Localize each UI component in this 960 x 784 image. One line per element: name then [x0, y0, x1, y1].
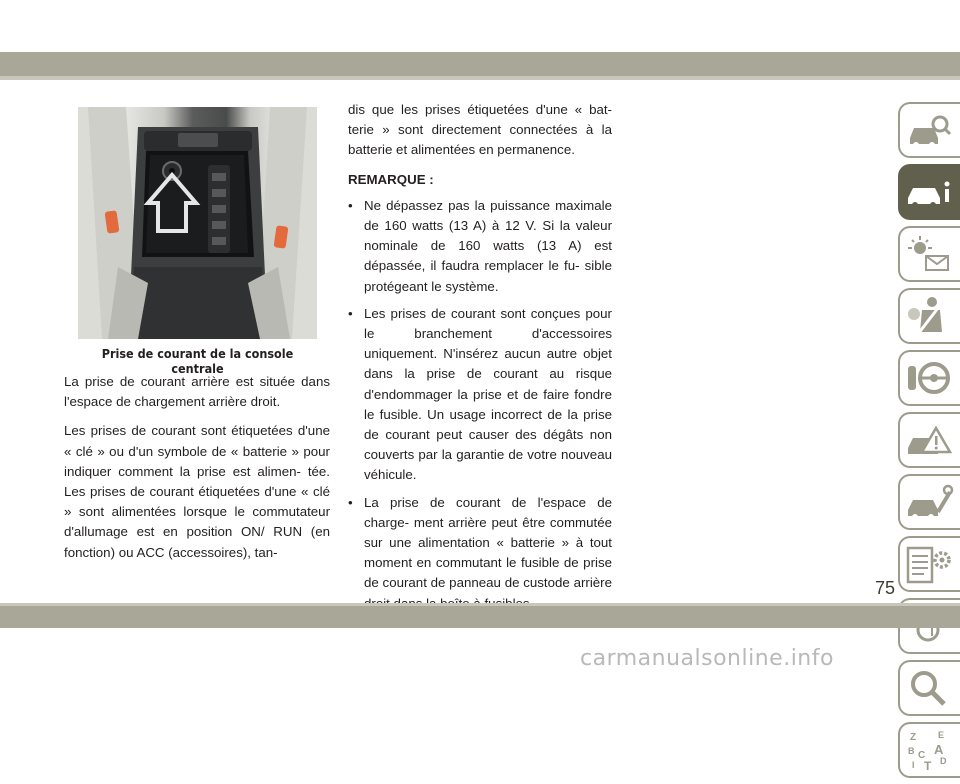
bullet-item: • La prise de courant de l'espace de charge- ment arrière peut être commutée sur une alimentation « batterie » à tout moment en commutant le fusible de prise de courant de panneau de custode arrière — [348, 493, 612, 614]
top-band — [0, 52, 960, 76]
bullet-item: • Ne dépassez pas la puissance maximale de 160 watts (13 A) à 12 V. Si la valeur nominale de 160 watts (13 A) est dépassée, il faudra remplacer le fu- sible protégeant le système. — [348, 196, 612, 297]
chapter-tabs — [898, 102, 960, 784]
tab-car-magnifier[interactable] — [898, 102, 960, 158]
bottom-band — [0, 606, 960, 628]
right-column — [348, 100, 612, 621]
note-bullets — [348, 196, 612, 614]
tab-steering-wheel[interactable] — [898, 350, 960, 406]
left-column — [64, 372, 330, 572]
console-photo — [78, 107, 317, 339]
index-letter: C — [918, 750, 926, 761]
index-letter: D — [940, 756, 947, 766]
specs-gear-icon — [904, 542, 954, 588]
warning-lights-icon — [904, 232, 954, 278]
watermark: carmanualsonline.info — [580, 646, 834, 671]
index-letter: I — [912, 760, 915, 770]
tab-seatbelt-airbag[interactable] — [898, 288, 960, 344]
paragraph-labels: Les prises de courant sont étiquetées d'une « clé » ou d'un symbole de « batterie » pour indiquer comment la prise est alimen- tée. Les prises de courant étiquetées d'une « clé » sont alimentées lorsque le commutateur d'allumage est en position ON/ RUN (en fonction) ou ACC (accessoires), tan- — [64, 423, 330, 560]
paragraph-location: La prise de courant arrière est située dans l'espace de chargement arrière droit. — [64, 374, 330, 410]
tab-warning-lights[interactable] — [898, 226, 960, 282]
photo-caption: Prise de courant de la console centrale — [101, 346, 294, 376]
car-wrench-icon — [904, 480, 954, 526]
index-letter: B — [908, 746, 915, 756]
note-title: REMARQUE : — [348, 171, 434, 187]
tab-index[interactable] — [898, 722, 960, 778]
tab-car-info[interactable] — [898, 164, 960, 220]
index-letter: T — [924, 759, 932, 773]
bullet-item: • Les prises de courant sont conçues pour le branchement d'accessoires uniquement. N'insérez aucun autre objet dans la prise de courant au risque d'endommager la prise et de faire fondre le fusible. Un usage incorrect de la prise de courant peut causer des dégâts non couverts par la garantie de votre nouveau véhicule. — [348, 304, 612, 486]
index-letters-icon — [904, 728, 954, 774]
index-letter: Z — [910, 732, 917, 743]
steering-wheel-icon — [904, 356, 954, 402]
tab-specs-gear[interactable] — [898, 536, 960, 592]
paragraph-battery: dis que les prises étiquetées d'une « bat- terie » sont directement connectées à la batterie et alimentées en permanence. — [348, 102, 612, 158]
index-letter: A — [934, 742, 944, 757]
search-icon — [904, 666, 954, 712]
car-info-icon — [904, 170, 954, 216]
tab-car-warning[interactable] — [898, 412, 960, 468]
car-warning-icon — [904, 418, 954, 464]
tab-car-wrench[interactable] — [898, 474, 960, 530]
seatbelt-airbag-icon — [904, 294, 954, 340]
tab-search[interactable] — [898, 660, 960, 716]
top-band-stripe — [0, 76, 960, 80]
page-number: 75 — [874, 578, 896, 598]
car-magnifier-icon — [904, 108, 954, 154]
index-letter: E — [938, 730, 945, 740]
